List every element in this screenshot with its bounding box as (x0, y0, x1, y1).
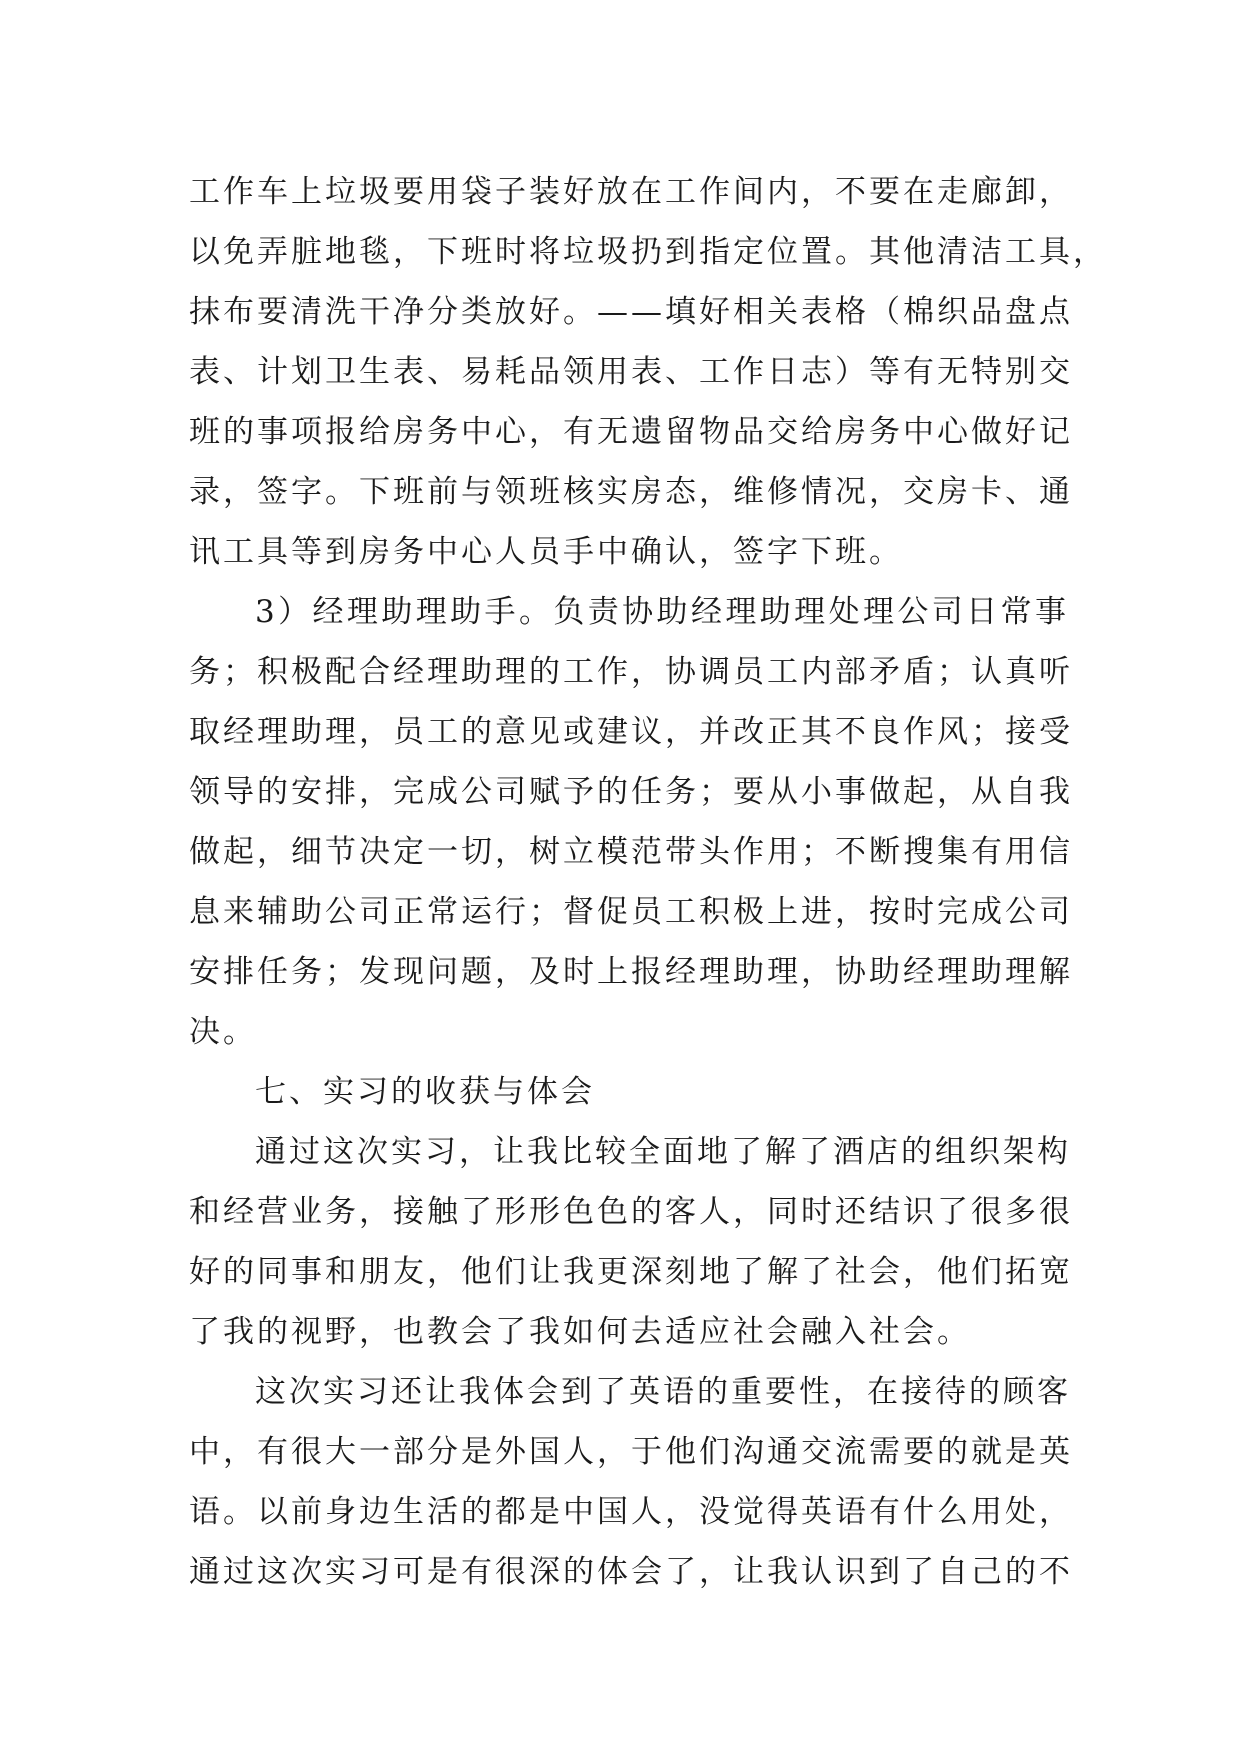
text-line: 领导的安排，完成公司赋予的任务；要从小事做起，从自我 (189, 774, 1073, 810)
text-line: 取经理助理，员工的意见或建议，并改正其不良作风；接受 (189, 714, 1073, 750)
text-line: 了我的视野，也教会了我如何去适应社会融入社会。 (189, 1314, 971, 1350)
text-line: 做起，细节决定一切，树立模范带头作用；不断搜集有用信 (189, 834, 1073, 870)
text-line: 讯工具等到房务中心人员手中确认，签字下班。 (189, 534, 903, 570)
text-line: 录，签字。下班前与领班核实房态，维修情况，交房卡、通 (189, 474, 1073, 510)
text-line: 这次实习还让我体会到了英语的重要性，在接待的顾客 (255, 1374, 1071, 1410)
text-line: 和经营业务，接触了形形色色的客人，同时还结识了很多很 (189, 1194, 1073, 1230)
text-line: 以免弄脏地毯，下班时将垃圾扔到指定位置。其他清洁工具， (189, 234, 1107, 270)
text-line: 安排任务；发现问题，及时上报经理助理，协助经理助理解 (189, 954, 1073, 990)
text-line: 表、计划卫生表、易耗品领用表、工作日志）等有无特别交 (189, 354, 1073, 390)
text-line: 工作车上垃圾要用袋子装好放在工作间内，不要在走廊卸， (189, 174, 1073, 210)
text-line: 通过这次实习，让我比较全面地了解了酒店的组织架构 (255, 1134, 1071, 1170)
text-line: 语。以前身边生活的都是中国人，没觉得英语有什么用处， (189, 1494, 1073, 1530)
text-line: 决。 (189, 1014, 257, 1050)
text-line: 七、实习的收获与体会 (255, 1074, 595, 1110)
text-line: 通过这次实习可是有很深的体会了，让我认识到了自己的不 (189, 1554, 1073, 1590)
text-line: 班的事项报给房务中心，有无遗留物品交给房务中心做好记 (189, 414, 1073, 450)
text-line: 3）经理助理助手。负责协助经理助理处理公司日常事 (255, 594, 1069, 630)
text-line: 中，有很大一部分是外国人，于他们沟通交流需要的就是英 (189, 1434, 1073, 1470)
text-line: 息来辅助公司正常运行；督促员工积极上进，按时完成公司 (189, 894, 1073, 930)
text-line: 抹布要清洗干净分类放好。——填好相关表格（棉织品盘点 (189, 294, 1073, 330)
text-line: 务；积极配合经理助理的工作，协调员工内部矛盾；认真听 (189, 654, 1073, 690)
body-text (189, 162, 1107, 1602)
text-line: 好的同事和朋友，他们让我更深刻地了解了社会，他们拓宽 (189, 1254, 1073, 1290)
